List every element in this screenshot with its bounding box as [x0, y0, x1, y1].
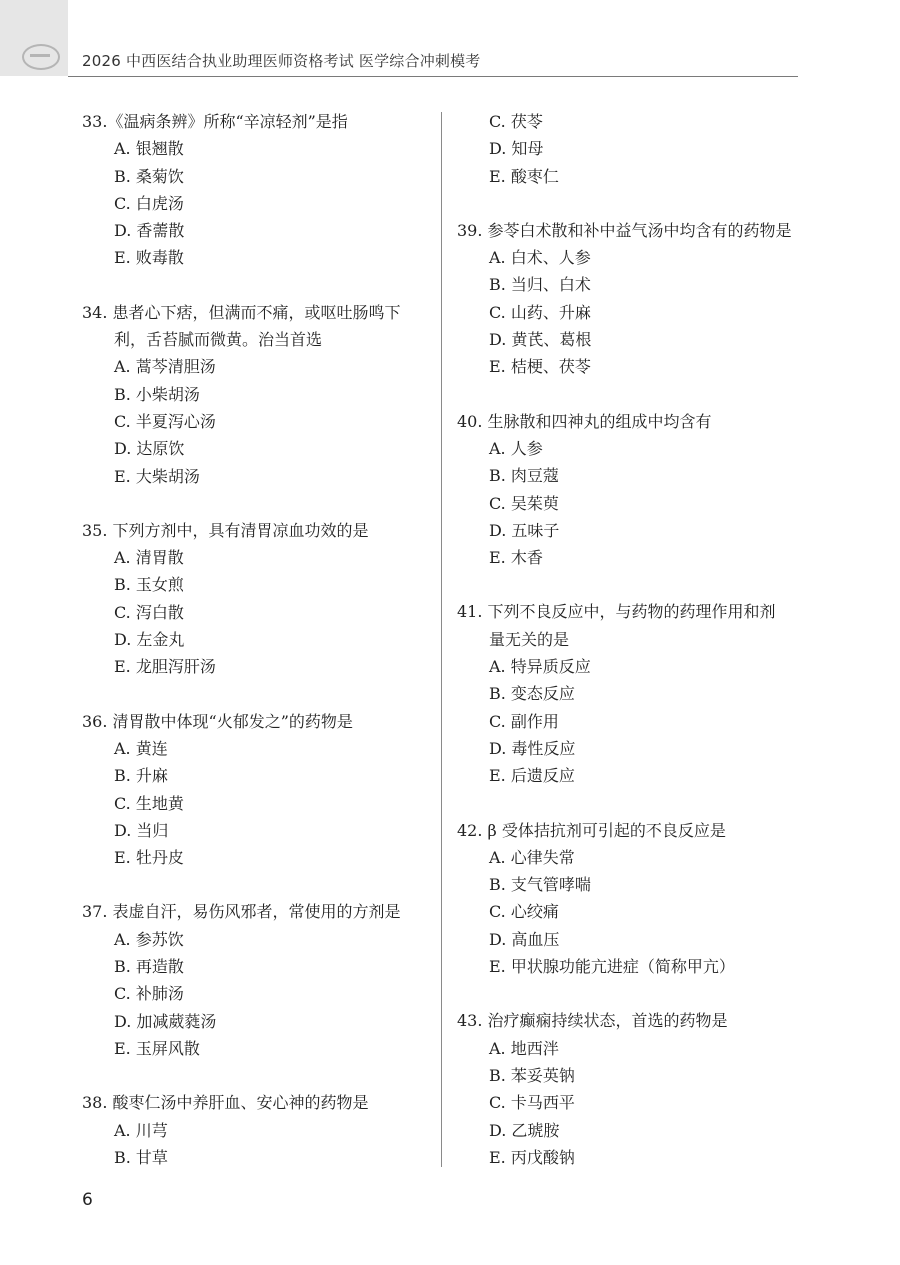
option: C. 山药、升麻	[489, 302, 591, 322]
question-stem-continued: 利，舌苔腻而微黄。治当首选	[114, 330, 323, 350]
option: C. 卡马西平	[489, 1093, 575, 1113]
option: C. 补肺汤	[114, 984, 184, 1004]
question-38	[82, 1089, 432, 1171]
option: C. 心绞痛	[489, 902, 559, 922]
option: C. 生地黄	[114, 793, 184, 813]
option: A. 心律失常	[489, 847, 575, 867]
option: B. 桑菊饮	[114, 166, 184, 186]
option: C. 白虎汤	[114, 193, 184, 213]
option: D. 五味子	[489, 520, 560, 540]
option: C. 泻白散	[114, 602, 184, 622]
question-stem: 39. 参苓白术散和补中益气汤中均含有的药物是	[457, 220, 792, 240]
option: E. 木香	[489, 548, 543, 568]
question-36	[82, 708, 432, 872]
option: B. 升麻	[114, 766, 168, 786]
option: D. 当归	[114, 820, 169, 840]
option: C. 半夏泻心汤	[114, 411, 216, 431]
option: A. 人参	[489, 438, 543, 458]
right-column	[457, 108, 802, 1198]
question-stem: 38. 酸枣仁汤中养肝血、安心神的药物是	[82, 1093, 369, 1113]
option: E. 甲状腺功能亢进症（简称甲亢）	[489, 957, 735, 977]
question-37	[82, 898, 432, 1062]
question-stem: 37. 表虚自汗，易伤风邪者，常使用的方剂是	[82, 902, 401, 922]
option: E. 丙戊酸钠	[489, 1147, 575, 1167]
option: D. 左金丸	[114, 630, 185, 650]
question-stem: 42. β 受体拮抗剂可引起的不良反应是	[457, 820, 726, 840]
question-35	[82, 517, 432, 681]
option: A. 川芎	[114, 1120, 168, 1140]
option: E. 酸枣仁	[489, 166, 559, 186]
question-stem: 36. 清胃散中体现“火郁发之”的药物是	[82, 711, 353, 731]
option: E. 桔梗、茯苓	[489, 357, 591, 377]
option: E. 玉屏风散	[114, 1038, 200, 1058]
question-stem: 33.《温病条辨》所称“辛凉轻剂”是指	[82, 112, 348, 131]
option: E. 后遗反应	[489, 766, 575, 786]
option: D. 黄芪、葛根	[489, 330, 592, 350]
question-42	[457, 817, 802, 981]
option: A. 地西泮	[489, 1038, 559, 1058]
option: E. 龙胆泻肝汤	[114, 657, 216, 677]
question-34	[82, 299, 432, 490]
option: B. 变态反应	[489, 684, 575, 704]
option: B. 玉女煎	[114, 575, 184, 595]
question-33	[82, 108, 432, 272]
option: A. 清胃散	[114, 548, 184, 568]
option: A. 黄连	[114, 738, 168, 758]
option: A. 特异质反应	[489, 657, 591, 677]
option: D. 毒性反应	[489, 738, 576, 758]
option: B. 苯妥英钠	[489, 1065, 575, 1085]
question-stem: 40. 生脉散和四神丸的组成中均含有	[457, 411, 712, 431]
question-stem-continued: 量无关的是	[489, 629, 570, 649]
option: D. 达原饮	[114, 439, 185, 459]
option: D. 香薷散	[114, 221, 185, 241]
question-stem: 34. 患者心下痞，但满而不痛，或呕吐肠鸣下	[82, 302, 401, 322]
option: D. 高血压	[489, 929, 560, 949]
question-41	[457, 598, 802, 789]
question-39	[457, 217, 802, 381]
option: D. 加减葳蕤汤	[114, 1011, 217, 1031]
option: A. 白术、人参	[489, 248, 591, 268]
question-stem: 43. 治疗癫痫持续状态，首选的药物是	[457, 1011, 728, 1031]
option: B. 肉豆蔻	[489, 466, 559, 486]
option: C. 茯苓	[489, 112, 543, 131]
option: C. 吴茱萸	[489, 493, 559, 513]
publisher-logo-icon	[22, 44, 60, 70]
left-column	[82, 108, 432, 1198]
option: E. 牡丹皮	[114, 848, 184, 868]
option: E. 大柴胡汤	[114, 466, 200, 486]
option: D. 乙琥胺	[489, 1120, 560, 1140]
option: B. 再造散	[114, 957, 184, 977]
option: E. 败毒散	[114, 248, 184, 268]
option: B. 甘草	[114, 1147, 168, 1167]
option: B. 小柴胡汤	[114, 384, 200, 404]
question-43	[457, 1007, 802, 1171]
option: B. 当归、白术	[489, 275, 591, 295]
question-38-continued	[457, 108, 802, 190]
question-stem: 35. 下列方剂中，具有清胃凉血功效的是	[82, 520, 369, 540]
header-rule	[68, 76, 798, 77]
option: B. 支气管哮喘	[489, 875, 591, 895]
side-tab	[0, 0, 68, 76]
page-number: 6	[82, 1190, 93, 1210]
column-divider	[441, 112, 442, 1167]
option: D. 知母	[489, 139, 544, 159]
option: A. 银翘散	[114, 139, 184, 159]
question-stem: 41. 下列不良反应中，与药物的药理作用和剂	[457, 602, 776, 622]
option: C. 副作用	[489, 711, 559, 731]
option: A. 参苏饮	[114, 929, 184, 949]
page-header-title: 2026 中西医结合执业助理医师资格考试 医学综合冲刺模考	[82, 52, 481, 70]
option: A. 蒿芩清胆汤	[114, 357, 216, 377]
question-40	[457, 408, 802, 572]
